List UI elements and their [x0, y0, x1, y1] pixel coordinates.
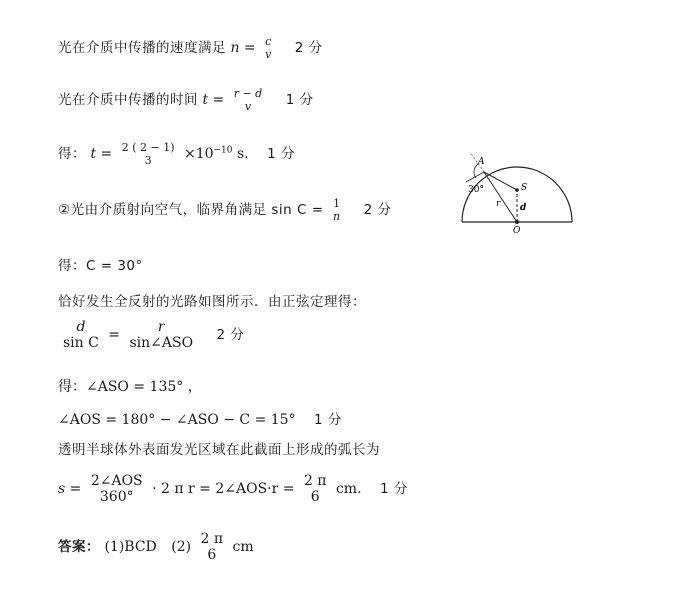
- text: 光在介质中传播的时间: [58, 92, 198, 109]
- answer-fraction: [199, 532, 226, 562]
- fraction-left: [89, 474, 145, 504]
- fraction: [263, 36, 273, 60]
- answer-part-2: (2): [171, 539, 192, 556]
- numerator: 2 ( 2 − 1): [121, 141, 175, 154]
- numerator: 2 π: [303, 473, 327, 489]
- lhs: s =: [58, 481, 82, 498]
- unit: cm.: [335, 481, 362, 498]
- middle-expression: · 2 π r = 2∠AOS·r =: [152, 481, 295, 498]
- score: 2 分: [363, 202, 392, 219]
- numerator: d: [76, 319, 86, 335]
- label-angle: 30°: [468, 185, 484, 195]
- numerator: 2 π: [200, 531, 224, 547]
- fraction-right: [127, 320, 195, 350]
- label-a: A: [478, 157, 485, 167]
- denominator: 6: [310, 488, 320, 505]
- denominator: 360°: [99, 488, 134, 505]
- numerator: 1: [333, 197, 341, 210]
- fraction-left: [61, 320, 101, 350]
- text: 光在介质中传播的速度满足: [58, 40, 226, 57]
- numerator: 2∠AOS: [90, 473, 143, 489]
- score: 1 分: [314, 412, 342, 428]
- line-arc-intro: 透明半球体外表面发光区域在此截面上形成的弧长为: [58, 442, 380, 458]
- fraction: [120, 142, 177, 166]
- unit: cm: [232, 539, 254, 556]
- numerator: c: [265, 35, 272, 48]
- line-answer: [58, 532, 254, 562]
- lhs: t =: [202, 92, 225, 109]
- line-critical-angle: [58, 198, 391, 222]
- label-d: d: [520, 203, 527, 213]
- text: ∠AOS = 180° − ∠ASO − C = 15°: [58, 412, 296, 428]
- denominator: sin C: [63, 334, 99, 351]
- lhs: n =: [230, 40, 256, 57]
- label-r: r: [496, 199, 501, 209]
- point-s: [515, 188, 519, 192]
- line-time-relation: [58, 88, 314, 112]
- denominator: 3: [144, 153, 152, 167]
- fraction: [331, 198, 342, 222]
- denominator: 6: [207, 546, 217, 563]
- score: 2 分: [216, 327, 245, 344]
- numerator: r − d: [233, 87, 263, 100]
- line-aos-result: [58, 408, 342, 428]
- lhs: t =: [90, 146, 113, 163]
- answer-part-1: (1)BCD: [104, 539, 157, 556]
- light-ray: [484, 172, 517, 190]
- line-c-result: 得：C = 30°: [58, 258, 143, 274]
- point-o: [515, 220, 519, 224]
- exponent: −10: [213, 145, 233, 156]
- unit: s.: [236, 146, 249, 163]
- label-o: O: [513, 226, 521, 234]
- radius-line: [484, 172, 517, 222]
- score: 1 分: [267, 146, 295, 163]
- line-speed-relation: [58, 36, 323, 60]
- power-base: ×10: [183, 146, 214, 163]
- line-aso-result: 得：∠ASO = 135° ，: [58, 379, 202, 395]
- score: 1 分: [379, 481, 408, 498]
- numerator: r: [157, 319, 165, 335]
- denominator: n: [333, 209, 341, 223]
- answer-label: 答案：: [58, 539, 100, 556]
- fraction-right: [302, 474, 329, 504]
- line-law-of-sines-intro: 恰好发生全反射的光路如图所示．由正弦定理得：: [58, 294, 366, 310]
- line-arc-length: [58, 474, 408, 504]
- score: 2 分: [294, 40, 323, 57]
- label-s: S: [521, 183, 528, 193]
- denominator: v: [265, 47, 272, 61]
- score: 1 分: [285, 92, 314, 109]
- prefix: 得：: [58, 146, 86, 163]
- line-law-of-sines: [58, 320, 244, 350]
- line-time-result: [58, 142, 295, 166]
- denominator: sin∠ASO: [129, 334, 194, 351]
- fraction: [232, 88, 265, 112]
- equals: =: [108, 327, 121, 344]
- denominator: v: [244, 99, 252, 113]
- semicircle-light-path-diagram: [456, 148, 578, 234]
- text: ②光由介质射向空气，临界角满足 sin C =: [58, 202, 324, 219]
